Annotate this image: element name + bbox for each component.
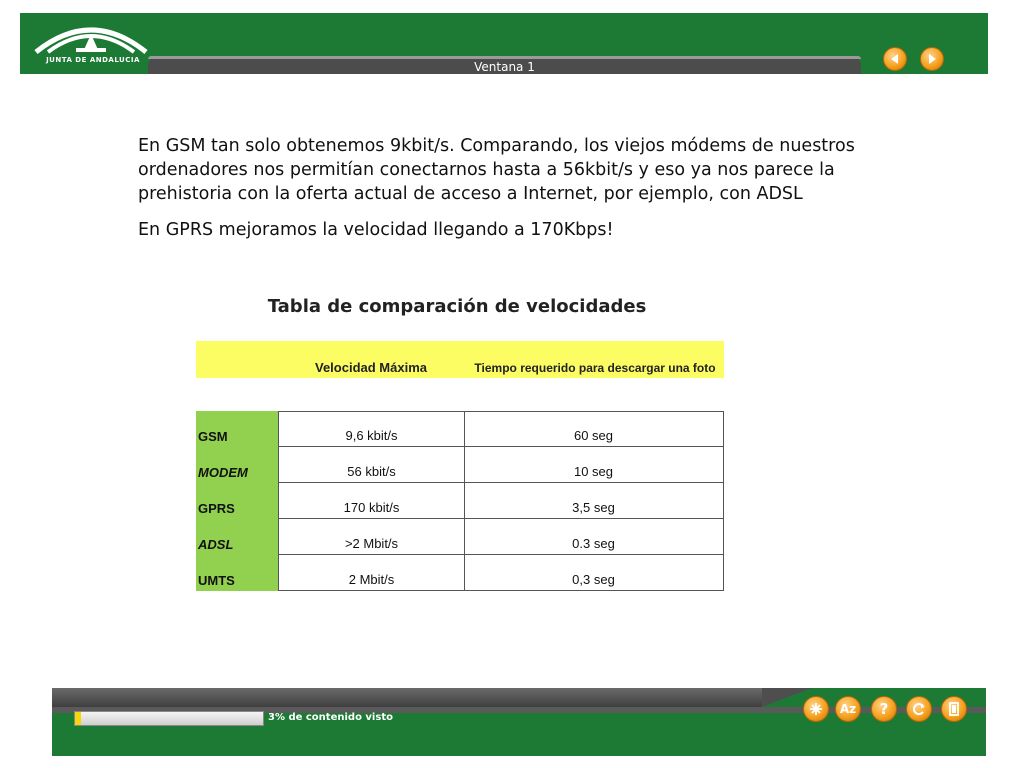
table-header [196,341,724,378]
row-speed: 2 Mbit/s [278,555,465,591]
next-button[interactable] [920,47,944,71]
window-title: Ventana 1 [474,60,535,74]
header-download-time: Tiempo requerido para descargar una foto [474,361,716,375]
junta-andalucia-logo [26,14,156,72]
row-speed: 9,6 kbit/s [278,411,465,447]
paragraph-gprs: En GPRS mejoramos la velocidad llegando a 170Kbps! [138,220,614,240]
row-time: 10 seg [464,447,724,483]
row-time: 0.3 seg [464,519,724,555]
table-row [196,483,724,519]
table-row [196,519,724,555]
header-max-speed: Velocidad Máxima [315,360,427,375]
window-tab [148,56,861,74]
table-title: Tabla de comparación de velocidades [267,296,647,317]
progress-fill [75,712,81,725]
exit-icon [947,702,961,716]
exit-button[interactable] [941,696,967,722]
refresh-icon [912,702,926,716]
row-time: 60 seg [464,411,724,447]
footer-band [52,688,762,707]
progress-label: 3% de contenido visto [268,712,393,723]
glossary-icon: Az [839,702,857,716]
progress-bar [74,711,264,726]
glossary-button[interactable] [835,696,861,722]
refresh-button[interactable] [906,696,932,722]
row-name: ADSL [196,519,279,555]
logo-arches-icon [26,14,156,54]
arrow-left-icon [889,53,901,65]
row-name: GSM [196,411,279,447]
row-time: 3,5 seg [464,483,724,519]
previous-button[interactable] [883,47,907,71]
row-name: GPRS [196,483,279,519]
row-speed: >2 Mbit/s [278,519,465,555]
table-row [196,411,724,447]
content-text [138,134,868,254]
row-speed: 56 kbit/s [278,447,465,483]
help-button[interactable] [871,696,897,722]
row-name: MODEM [196,447,279,483]
table-row [196,555,724,591]
row-name: UMTS [196,555,279,591]
help-icon: ? [879,700,889,718]
map-button[interactable] [803,696,829,722]
row-time: 0,3 seg [464,555,724,591]
table-row [196,447,724,483]
row-speed: 170 kbit/s [278,483,465,519]
arrow-right-icon [926,53,938,65]
paragraph-gsm: En GSM tan solo obtenemos 9kbit/s. Comparando, los viejos módems de nuestros ordenadores nos permitían conectarnos hasta a 56kbit/s y eso ya nos parece la prehistoria con la oferta actual de acceso a Internet, por ejemplo, con ADSL [138,136,855,204]
map-icon [809,702,823,716]
logo-text: JUNTA DE ANDALUCIA [46,56,140,64]
